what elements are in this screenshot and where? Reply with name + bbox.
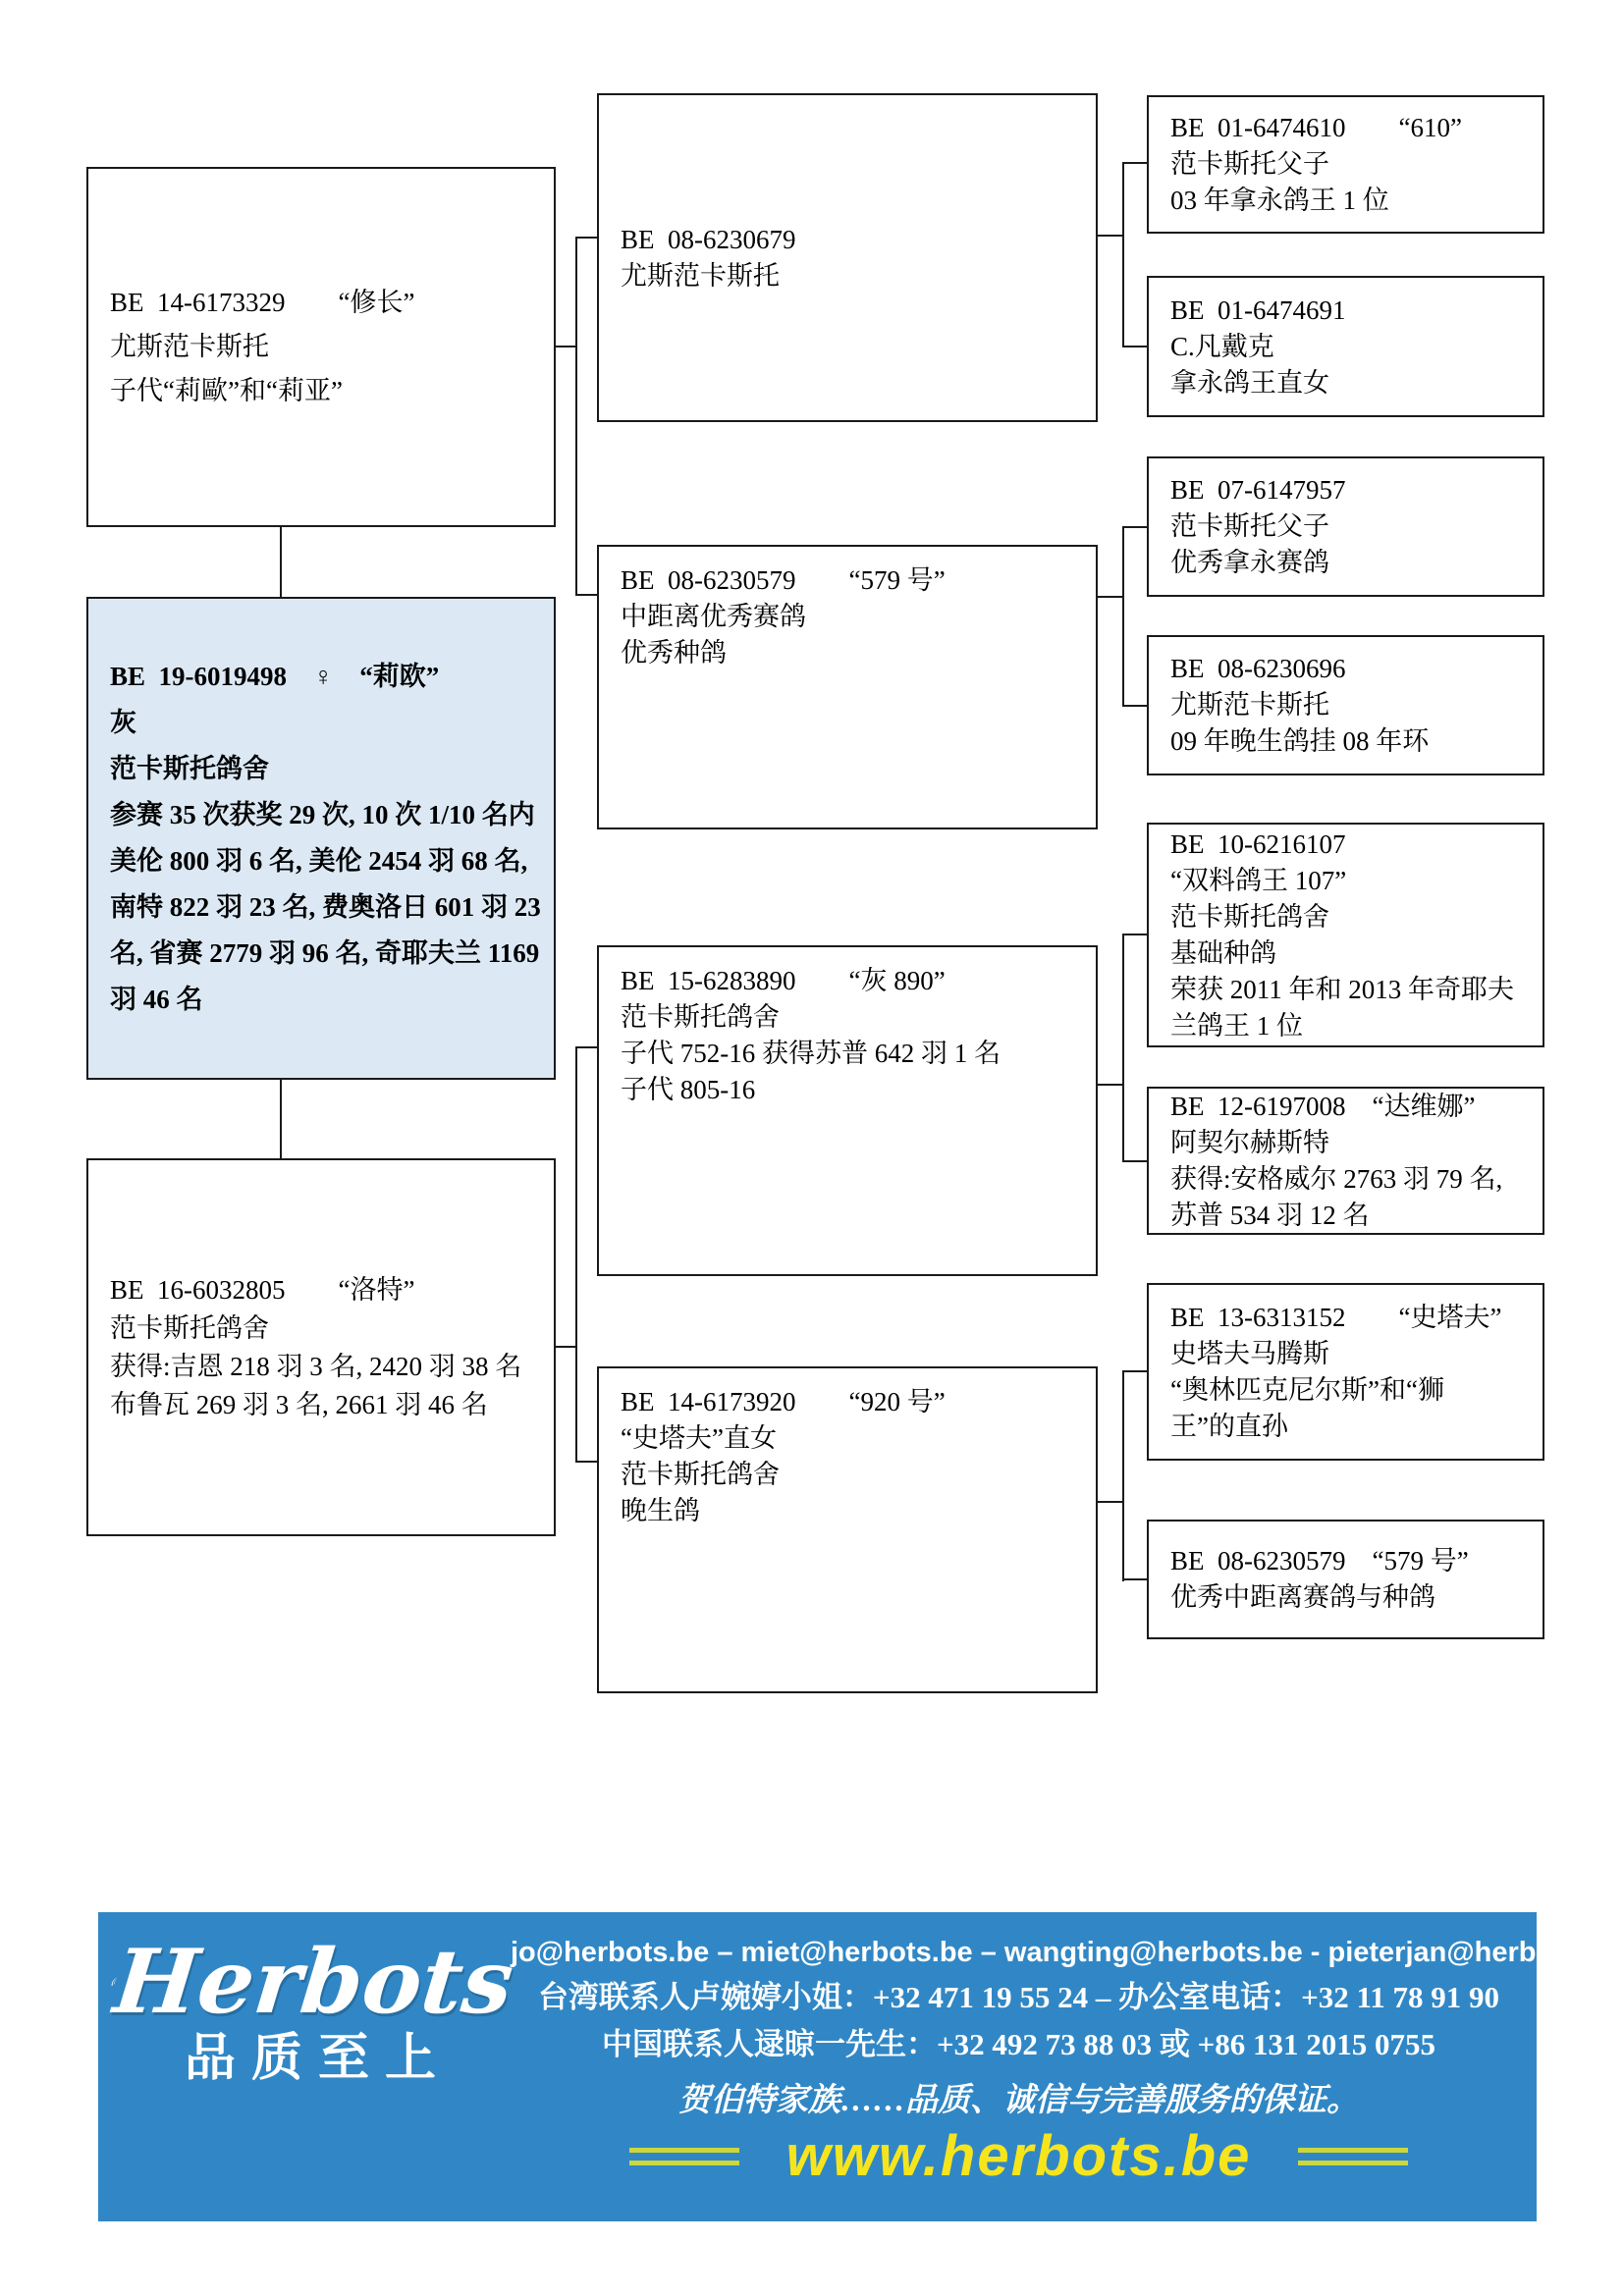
decorative-rule-left bbox=[629, 2144, 739, 2169]
text-line: 范卡斯托鸽舍 bbox=[621, 1460, 780, 1489]
connector-line bbox=[1122, 162, 1124, 347]
connector-line bbox=[575, 237, 597, 239]
text-line: 优秀拿永赛鸽 bbox=[1170, 548, 1329, 577]
text-line: 拿永鸽王直女 bbox=[1170, 367, 1329, 398]
text-line: 获得:吉恩 218 羽 3 名, 2420 羽 38 名 bbox=[110, 1351, 522, 1381]
text-line: C.凡戴克 bbox=[1170, 331, 1274, 361]
text-line: 史塔夫马腾斯 bbox=[1170, 1338, 1329, 1368]
text-line: 南特 822 羽 23 名, 费奥洛日 601 羽 23 bbox=[110, 892, 541, 922]
connector-line bbox=[1122, 705, 1147, 707]
connector-line bbox=[575, 1046, 577, 1463]
text-line: 荣获 2011 年和 2013 年奇耶夫 bbox=[1170, 974, 1514, 1004]
pedigree-box-great-grandparent-5 bbox=[1147, 823, 1544, 1047]
connector-line bbox=[1122, 526, 1124, 707]
text-line: 范卡斯托鸽舍 bbox=[1170, 901, 1329, 932]
text-line: 布鲁瓦 269 羽 3 名, 2661 羽 46 名 bbox=[110, 1389, 488, 1419]
brand-slogan: 品质至上 bbox=[184, 2031, 452, 2087]
pedigree-box-great-grandparent-6 bbox=[1147, 1087, 1544, 1235]
connector-line bbox=[1122, 934, 1124, 1162]
connector-line bbox=[1122, 1578, 1147, 1580]
text-line: 子代 805-16 bbox=[621, 1075, 756, 1104]
text-line: 晚生鸽 bbox=[621, 1496, 700, 1525]
connector-line bbox=[1098, 596, 1122, 598]
pedigree-box-great-grandparent-3 bbox=[1147, 456, 1544, 597]
text-line: 灰 bbox=[110, 708, 136, 737]
text-line: BE 01-6474691 bbox=[1170, 294, 1346, 325]
footer-banner bbox=[98, 1912, 1620, 2221]
text-line: BE 10-6216107 bbox=[1170, 828, 1346, 859]
contact-block bbox=[511, 1934, 1620, 2188]
text-line: 参赛 35 次获奖 29 次, 10 次 1/10 名内 bbox=[110, 800, 535, 829]
connector-line bbox=[556, 346, 575, 347]
text-line: 尤斯范卡斯托 bbox=[110, 332, 269, 361]
connector-line bbox=[1122, 162, 1147, 164]
text-line: BE 01-6474610 “610” bbox=[1170, 113, 1462, 142]
contact-taiwan: 台湾联系人卢婉婷小姐：+32 471 19 55 24 – 办公室电话：+32 11 78 91 90 bbox=[537, 1980, 1500, 2014]
pedigree-box-great-grandparent-7 bbox=[1147, 1283, 1544, 1461]
connector-line bbox=[1098, 1084, 1122, 1086]
text-line: 羽 46 名 bbox=[110, 985, 203, 1014]
pedigree-box-great-grandparent-2 bbox=[1147, 276, 1544, 417]
text-line: “双料鸽王 107” bbox=[1170, 865, 1347, 895]
pedigree-box-great-grandparent-1 bbox=[1147, 95, 1544, 234]
text-line: BE 19-6019498 ♀ “莉欧” bbox=[110, 662, 440, 691]
text-line: 范卡斯托鸽舍 bbox=[110, 754, 269, 783]
text-line: 苏普 534 羽 12 名 bbox=[1170, 1200, 1370, 1230]
brand-wordmark: Herbots bbox=[109, 1930, 518, 2034]
pedigree-box-paternal-granddam bbox=[597, 545, 1098, 829]
text-line: 美伦 800 羽 6 名, 美伦 2454 羽 68 名, bbox=[110, 846, 528, 876]
text-line: BE 16-6032805 “洛特” bbox=[110, 1274, 415, 1305]
text-line: 兰鸽王 1 位 bbox=[1170, 1010, 1303, 1041]
text-line: BE 13-6313152 “史塔夫” bbox=[1170, 1302, 1502, 1332]
text-line: 王”的直孙 bbox=[1170, 1411, 1288, 1441]
connector-line bbox=[575, 237, 577, 596]
connector-line bbox=[1098, 235, 1122, 237]
text-line: BE 07-6147957 bbox=[1170, 475, 1346, 505]
connector-line bbox=[1122, 1370, 1124, 1581]
pedigree-box-maternal-granddam bbox=[597, 1366, 1098, 1693]
text-line: 范卡斯托父子 bbox=[1170, 511, 1329, 541]
connector-line bbox=[556, 1346, 575, 1348]
text-line: “史塔夫”直女 bbox=[621, 1423, 777, 1453]
text-line: 优秀种鸽 bbox=[621, 638, 727, 667]
brand-row bbox=[109, 1930, 518, 2034]
text-line: “奥林匹克尼尔斯”和“狮 bbox=[1170, 1374, 1444, 1405]
text-line: 尤斯范卡斯托 bbox=[1170, 690, 1329, 720]
contact-china: 中国联系人逯晾一先生：+32 492 73 88 03 或 +86 131 2015 0755 bbox=[601, 2027, 1436, 2061]
connector-line bbox=[1122, 934, 1147, 935]
connector-line bbox=[575, 1461, 597, 1463]
text-line: BE 08-6230679 bbox=[621, 224, 796, 254]
text-line: BE 14-6173329 “修长” bbox=[110, 288, 415, 317]
text-line: 范卡斯托父子 bbox=[1170, 149, 1329, 179]
pedigree-box-subject bbox=[86, 597, 556, 1080]
website-row bbox=[511, 2126, 1527, 2187]
text-line: 03 年拿永鸽王 1 位 bbox=[1170, 186, 1389, 215]
connector-line bbox=[1122, 1160, 1147, 1162]
text-line: 基础种鸽 bbox=[1170, 937, 1276, 968]
brand-tagline: 贺伯特家族……品质、诚信与完善服务的保证。 bbox=[678, 2083, 1359, 2118]
text-line: 子代 752-16 获得苏普 642 羽 1 名 bbox=[621, 1039, 1001, 1068]
herbots-logo bbox=[109, 1930, 518, 2087]
decorative-rule-right bbox=[1298, 2144, 1408, 2169]
text-line: 获得:安格威尔 2763 羽 79 名, bbox=[1170, 1163, 1503, 1194]
connector-line bbox=[280, 527, 282, 597]
text-line: 范卡斯托鸽舍 bbox=[110, 1312, 269, 1343]
text-line: 名, 省赛 2779 羽 96 名, 奇耶夫兰 1169 bbox=[110, 938, 540, 968]
connector-line bbox=[1098, 1501, 1122, 1503]
pedigree-box-dam bbox=[86, 1158, 556, 1536]
contact-emails: jo@herbots.be – miet@herbots.be – wangting@herbots.be - pieterjan@herbots.be bbox=[511, 1937, 1620, 1968]
connector-line bbox=[1122, 346, 1147, 347]
text-line: 子代“莉歐”和“莉亚” bbox=[110, 376, 343, 405]
connector-line bbox=[280, 1080, 282, 1158]
connector-line bbox=[575, 594, 597, 596]
text-line: BE 08-6230579 “579 号” bbox=[1170, 1546, 1469, 1575]
pedigree-box-maternal-grandsire bbox=[597, 945, 1098, 1276]
text-line: 阿契尔赫斯特 bbox=[1170, 1127, 1329, 1157]
pedigree-box-great-grandparent-8 bbox=[1147, 1520, 1544, 1639]
text-line: BE 15-6283890 “灰 890” bbox=[621, 966, 946, 995]
text-line: 优秀中距离赛鸽与种鸽 bbox=[1170, 1582, 1435, 1612]
text-line: BE 14-6173920 “920 号” bbox=[621, 1387, 946, 1416]
website-url: www.herbots.be bbox=[785, 2124, 1252, 2188]
text-line: BE 08-6230696 bbox=[1170, 654, 1346, 683]
pedigree-box-paternal-grandsire bbox=[597, 93, 1098, 422]
pedigree-box-sire bbox=[86, 167, 556, 527]
text-line: 范卡斯托鸽舍 bbox=[621, 1002, 780, 1032]
connector-line bbox=[575, 1046, 597, 1048]
connector-line bbox=[1122, 526, 1147, 528]
pedigree-box-great-grandparent-4 bbox=[1147, 635, 1544, 775]
text-line: BE 08-6230579 “579 号” bbox=[621, 565, 946, 595]
text-line: 尤斯范卡斯托 bbox=[621, 260, 780, 291]
text-line: 09 年晚生鸽挂 08 年环 bbox=[1170, 726, 1430, 756]
connector-line bbox=[1122, 1370, 1147, 1372]
text-line: BE 12-6197008 “达维娜” bbox=[1170, 1091, 1476, 1121]
text-line: 中距离优秀赛鸽 bbox=[621, 602, 806, 631]
